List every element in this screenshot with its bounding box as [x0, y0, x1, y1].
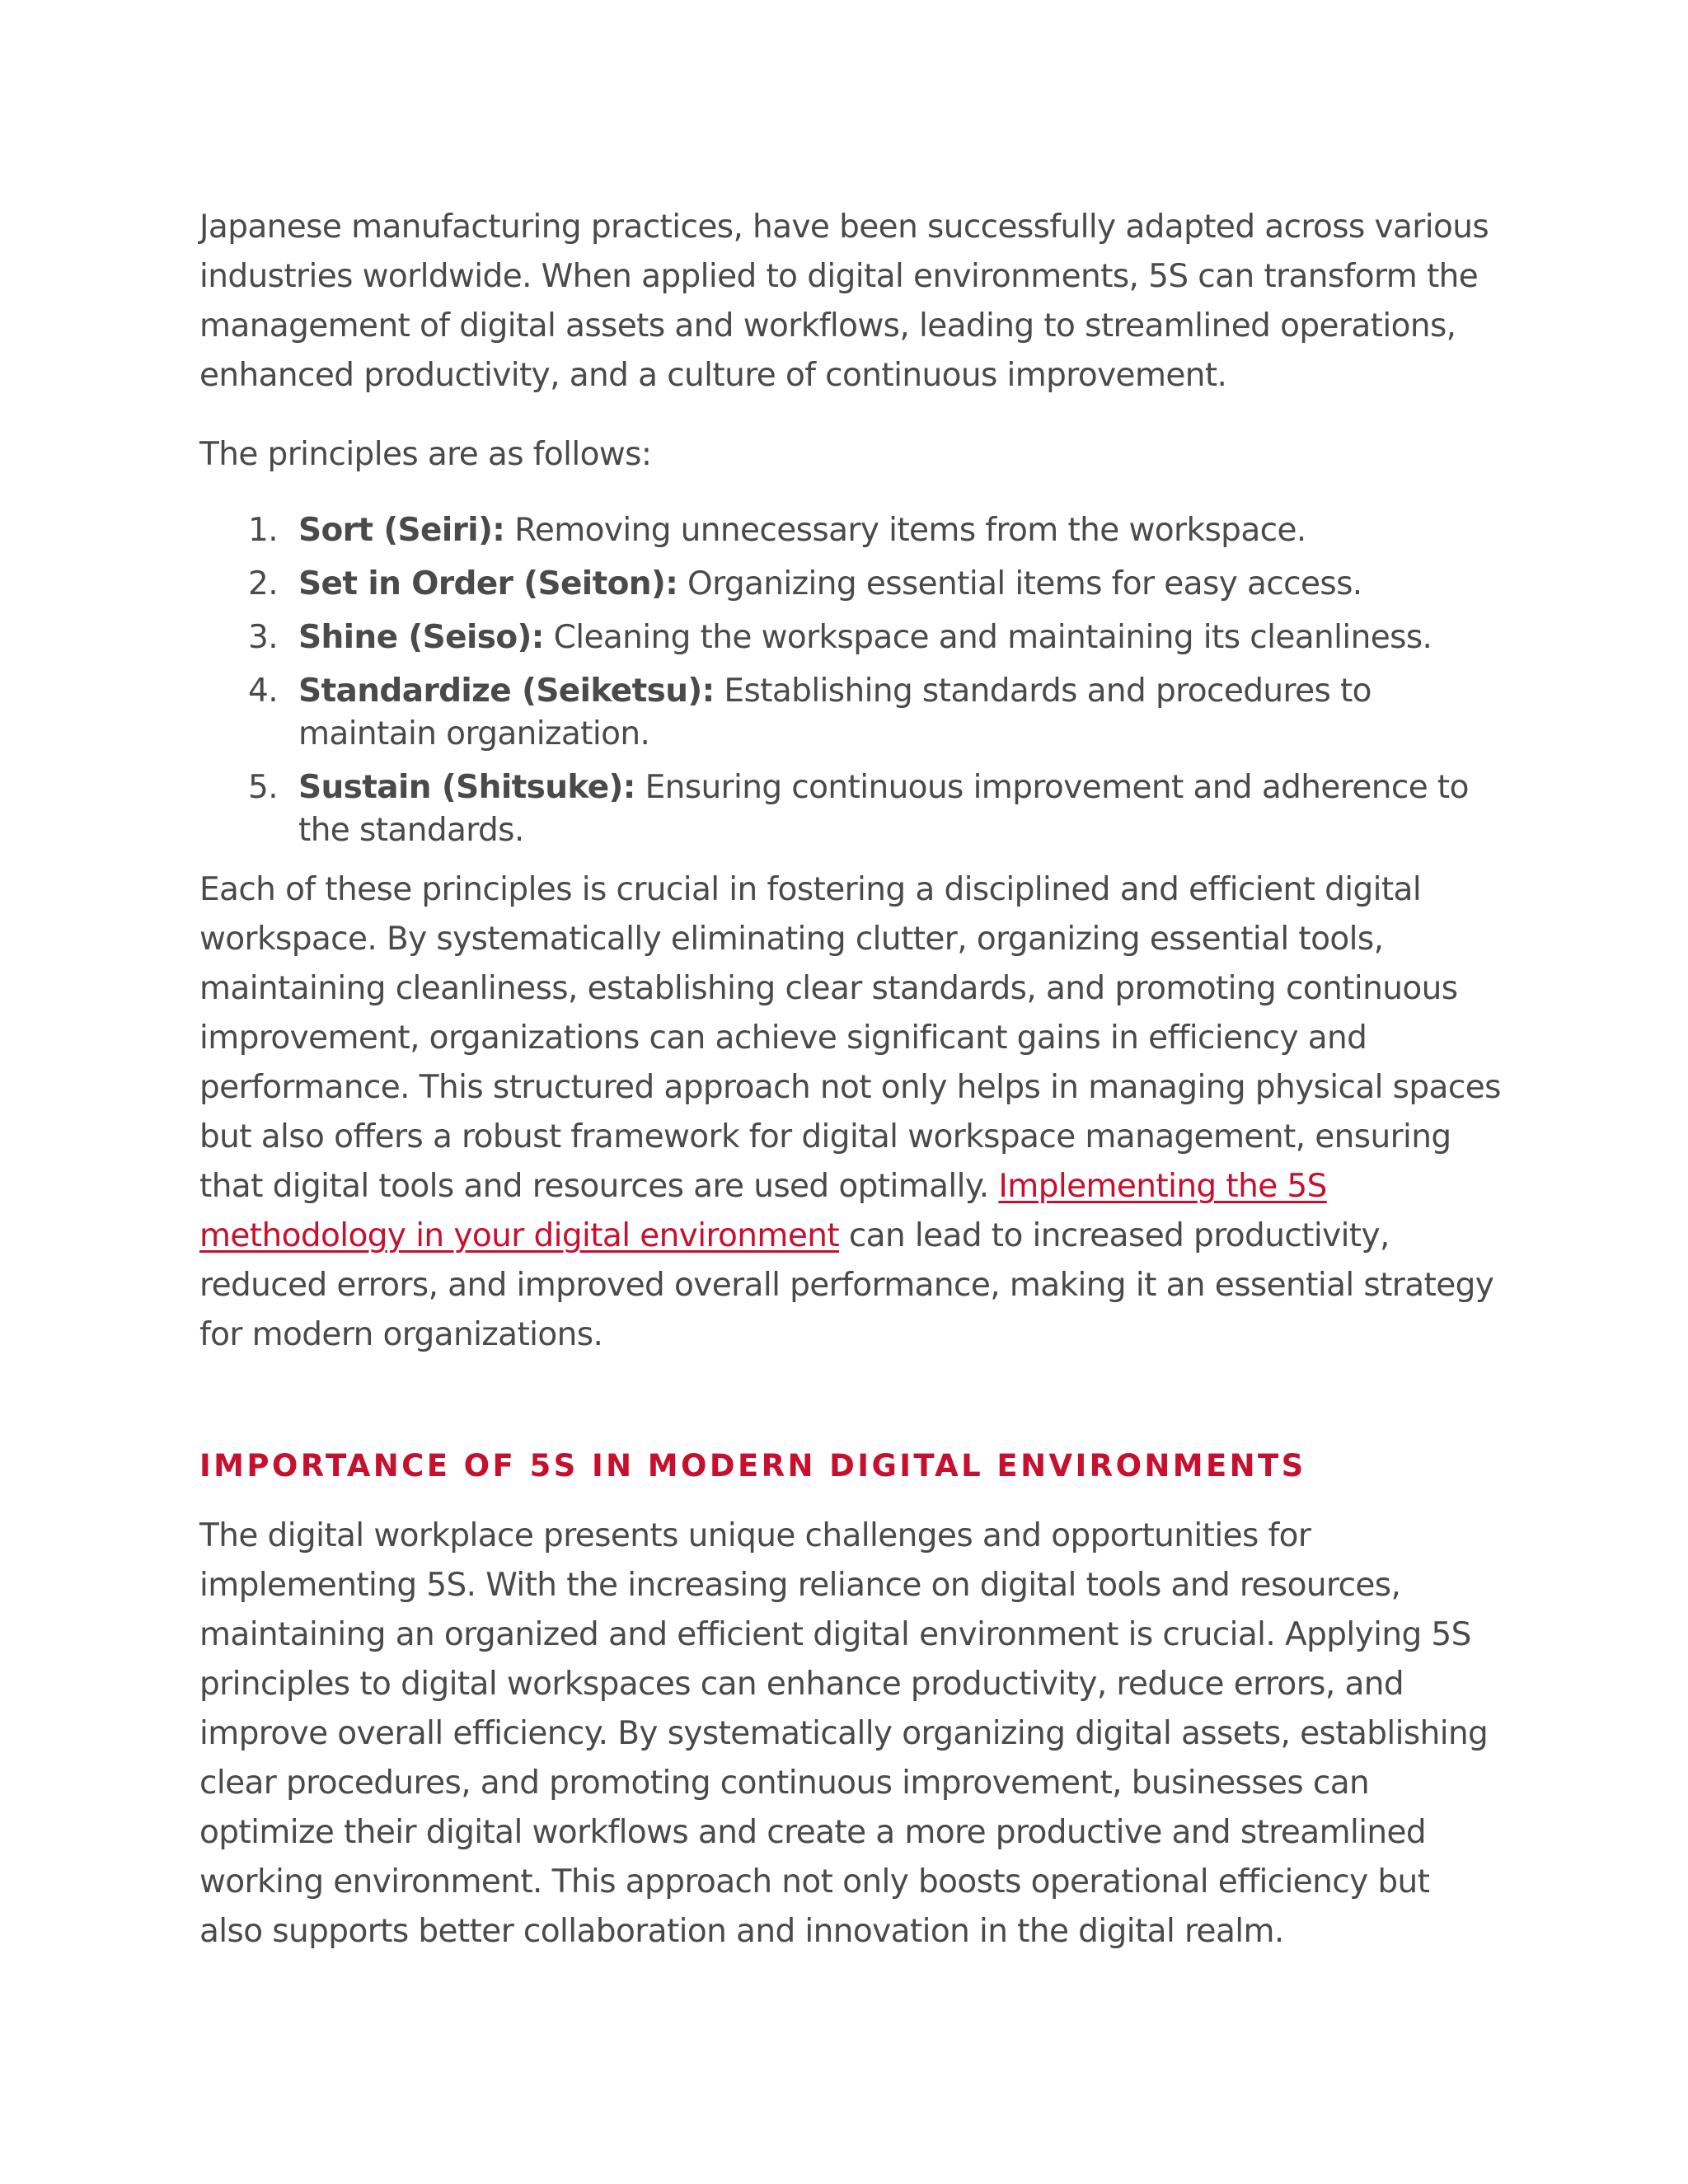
principle-description: Ensuring continuous improvement and adherence to the standards.	[298, 769, 1469, 849]
principle-description: Removing unnecessary items from the workspace.	[504, 512, 1306, 549]
principle-description: Establishing standards and procedures to maintain organization.	[298, 673, 1372, 752]
principle-term: Set in Order (Seiton):	[298, 565, 678, 602]
list-number: 1.	[248, 512, 279, 549]
list-number: 4.	[248, 673, 279, 710]
principle-term: Shine (Seiso):	[298, 619, 544, 656]
document-page	[199, 203, 1502, 1957]
list-number: 3.	[248, 619, 279, 656]
list-item	[199, 509, 1502, 552]
principle-term: Standardize (Seiketsu):	[298, 673, 715, 710]
list-number: 2.	[248, 565, 279, 602]
list-item	[199, 670, 1502, 756]
principles-lead: The principles are as follows:	[199, 436, 652, 473]
summary-text-after-link: can lead to increased productivity, reduced errors, and improved overall performance, making it an essential strategy for modern organizations.	[199, 1217, 1494, 1353]
principle-description: Cleaning the workspace and maintaining its cleanliness.	[543, 619, 1432, 656]
principles-list	[199, 509, 1502, 852]
principle-term: Sort (Seiri):	[298, 512, 505, 549]
list-item	[199, 563, 1502, 606]
section-heading: IMPORTANCE OF 5S IN MODERN DIGITAL ENVIRONMENTS	[199, 1448, 1306, 1483]
digital-workplace-paragraph: The digital workplace presents unique challenges and opportunities for implementing 5S. With the increasing reliance on digital tools and resources, maintaining an organized and efficient digital environment is crucial. Applying 5S principles to digital workspaces can enhance productivity, reduce errors, and improve overall efficiency. By systematically organizing digital assets, establishing clear procedures, and promoting continuous improvement, businesses can optimize their digital workflows and create a more productive and streamlined working environment. This approach not only boosts operational efficiency but also supports better collaboration and innovation in the digital realm.	[199, 1517, 1489, 1950]
list-item	[199, 616, 1502, 659]
principle-description: Organizing essential items for easy access.	[678, 565, 1362, 602]
implementing-5s-link[interactable]: Implementing the 5S methodology in your digital environment	[199, 1168, 1327, 1254]
summary-text-before-link: Each of these principles is crucial in fostering a disciplined and efficient digital workspace. By systematically eliminating clutter, organizing essential tools, maintaining cleanliness, establishing clear standards, and promoting continuous improvement, organizations can achieve significant gains in efficiency and performance. This structured approach not only helps in managing physical spaces but also offers a robust framework for digital workspace management, ensuring that digital tools and resources are used optimally.	[199, 871, 1501, 1205]
intro-paragraph: Japanese manufacturing practices, have been successfully adapted across various industries worldwide. When applied to digital environments, 5S can transform the management of digital assets and workflows, leading to streamlined operations, enhanced productivity, and a culture of continuous improvement.	[199, 209, 1489, 394]
principle-term: Sustain (Shitsuke):	[298, 769, 635, 806]
principles-summary-paragraph	[199, 865, 1502, 1360]
list-number: 5.	[248, 769, 279, 806]
list-item	[199, 766, 1502, 852]
